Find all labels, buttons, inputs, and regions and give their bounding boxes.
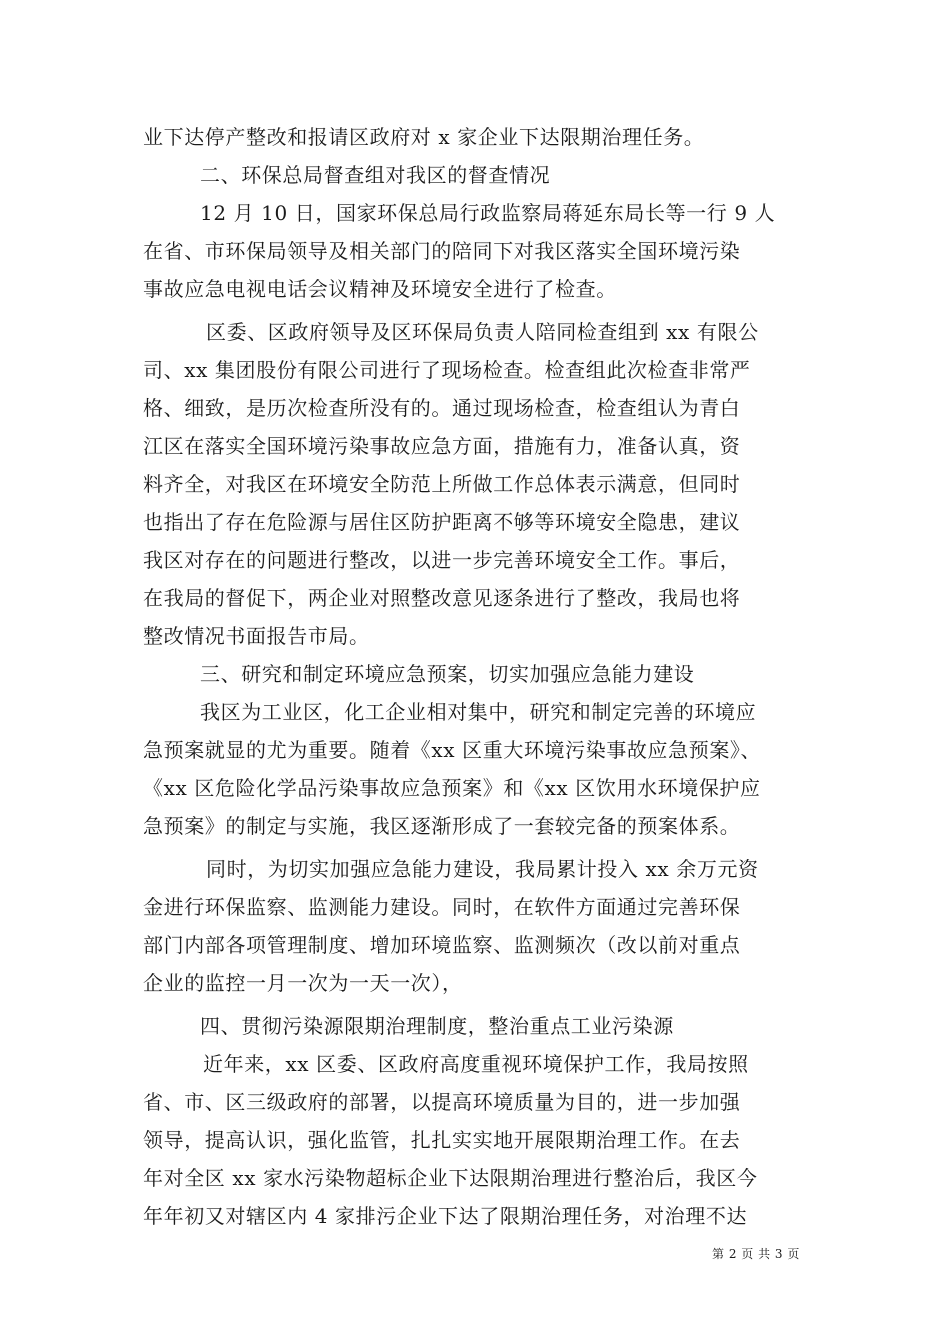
text-line: 在我局的督促下，两企业对照整改意见逐条进行了整改，我局也将	[143, 586, 741, 610]
text-line: 领导，提高认识，强化监管，扎扎实实地开展限期治理工作。在去	[143, 1128, 741, 1152]
text-line: 也指出了存在危险源与居住区防护距离不够等环境安全隐患，建议	[143, 510, 741, 534]
text-line: 省、市、区三级政府的部署，以提高环境质量为目的，进一步加强	[143, 1090, 741, 1114]
text-line: 事故应急电视电话会议精神及环境安全进行了检查。	[143, 277, 617, 301]
text-line: 金进行环保监察、监测能力建设。同时，在软件方面通过完善环保	[143, 895, 741, 919]
text-line: 急预案》的制定与实施，我区逐渐形成了一套较完备的预案体系。	[143, 814, 741, 838]
text-line: 区委、区政府领导及区环保局负责人陪同检查组到 xx 有限公	[206, 320, 759, 344]
text-line: 料齐全，对我区在环境安全防范上所做工作总体表示满意，但同时	[143, 472, 741, 496]
text-line: 整改情况书面报告市局。	[143, 624, 370, 648]
page-number: 第 2 页 共 3 页	[712, 1247, 800, 1261]
section-heading-2: 二、环保总局督查组对我区的督查情况	[200, 163, 551, 187]
text-line: 司、xx 集团股份有限公司进行了现场检查。检查组此次检查非常严	[143, 358, 751, 382]
text-line: 我区对存在的问题进行整改，以进一步完善环境安全工作。事后，	[143, 548, 741, 572]
text-line: 近年来，xx 区委、区政府高度重视环境保护工作，我局按照	[203, 1052, 749, 1076]
text-line: 年对全区 xx 家水污染物超标企业下达限期治理进行整治后，我区今	[143, 1166, 758, 1190]
text-line: 急预案就显的尤为重要。随着《xx 区重大环境污染事故应急预案》、	[143, 738, 762, 762]
text-line: 格、细致，是历次检查所没有的。通过现场检查，检查组认为青白	[143, 396, 741, 420]
text-line: 部门内部各项管理制度、增加环境监察、监测频次（改以前对重点	[143, 933, 741, 957]
section-heading-3: 三、研究和制定环境应急预案，切实加强应急能力建设	[200, 662, 695, 686]
document-body	[143, 118, 803, 1235]
text-line: 业下达停产整改和报请区政府对 x 家企业下达限期治理任务。	[143, 125, 705, 149]
section-heading-4: 四、贯彻污染源限期治理制度，整治重点工业污染源	[200, 1014, 674, 1038]
text-line: 《xx 区危险化学品污染事故应急预案》和《xx 区饮用水环境保护应	[143, 776, 761, 800]
text-line: 江区在落实全国环境污染事故应急方面，措施有力，准备认真，资	[143, 434, 741, 458]
text-line: 12 月 10 日，国家环保总局行政监察局蒋延东局长等一行 9 人	[200, 201, 776, 225]
text-line: 企业的监控一月一次为一天一次），	[143, 971, 463, 995]
text-line: 同时，为切实加强应急能力建设，我局累计投入 xx 余万元资	[206, 857, 759, 881]
text-line: 在省、市环保局领导及相关部门的陪同下对我区落实全国环境污染	[143, 239, 741, 263]
text-line: 年年初又对辖区内 4 家排污企业下达了限期治理任务，对治理不达	[143, 1204, 748, 1228]
text-line: 我区为工业区，化工企业相对集中，研究和制定完善的环境应	[200, 700, 757, 724]
